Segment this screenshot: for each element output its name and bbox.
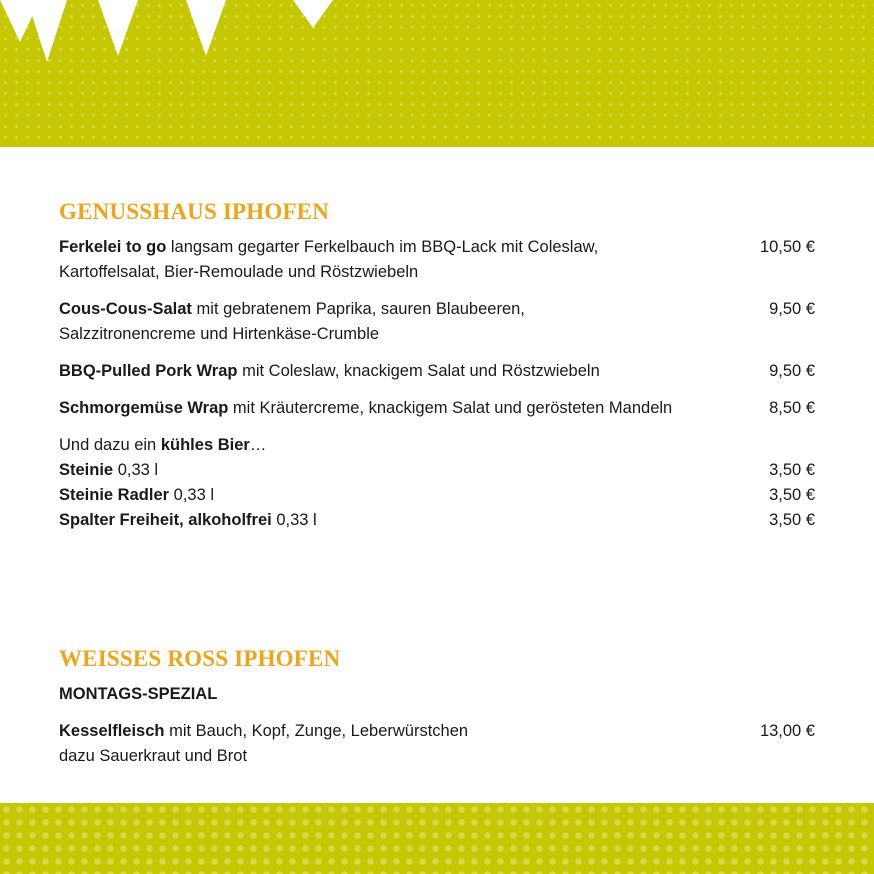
section-title: WEISSES ROSS IPHOFEN (59, 646, 341, 671)
menu-item-description (59, 359, 749, 384)
menu-item-text: mit Coleslaw, knackigem Salat und Röstzwiebeln (242, 362, 600, 380)
beer-item (59, 458, 815, 483)
pennant-decoration (186, 0, 226, 56)
menu-item-text-line2: Kartoffelsalat, Bier-Remoulade und Röstzwiebeln (59, 263, 419, 281)
menu-item (59, 359, 815, 384)
menu-item-text-line2: Salzzitronencreme und Hirtenkäse-Crumble (59, 325, 380, 343)
menu-item-text-line2: dazu Sauerkraut und Brot (59, 747, 248, 765)
menu-item (59, 297, 815, 347)
pennant-decoration (27, 0, 67, 62)
bottom-decorative-banner (0, 803, 874, 874)
beer-intro-prefix: Und dazu ein (59, 436, 157, 454)
menu-item-text: mit Bauch, Kopf, Zunge, Leberwürstchen (169, 722, 469, 740)
top-decorative-banner (0, 0, 874, 147)
beer-description (59, 508, 749, 533)
menu-item-name: Cous-Cous-Salat (59, 300, 192, 318)
menu-item-description (59, 719, 740, 769)
beer-name: Steinie (59, 461, 114, 479)
pennant-decoration (98, 0, 138, 56)
section-title: GENUSSHAUS IPHOFEN (59, 199, 330, 224)
beer-size: 0,33 l (173, 486, 215, 504)
section-weisses-ross (59, 646, 815, 781)
menu-item-price: 8,50 € (769, 399, 815, 417)
menu-item-text: mit gebratenem Paprika, sauren Blaubeeren, (196, 300, 525, 318)
menu-item-description (59, 235, 740, 285)
beer-price: 3,50 € (769, 461, 815, 479)
beer-item (59, 508, 815, 533)
menu-item-name: Ferkelei to go (59, 238, 167, 256)
section-genusshaus (59, 199, 815, 533)
menu-item-description (59, 297, 749, 347)
beer-size: 0,33 l (117, 461, 159, 479)
menu-item (59, 719, 815, 769)
beer-intro (59, 433, 815, 458)
menu-item-name: BBQ-Pulled Pork Wrap (59, 362, 238, 380)
pennant-decoration (293, 0, 333, 28)
menu-item (59, 235, 815, 285)
menu-item-price: 9,50 € (769, 362, 815, 380)
menu-item (59, 396, 815, 421)
beer-name: Steinie Radler (59, 486, 170, 504)
beer-price: 3,50 € (769, 511, 815, 529)
beer-size: 0,33 l (276, 511, 317, 529)
beer-description (59, 483, 749, 508)
beer-description (59, 458, 749, 483)
menu-item-price: 9,50 € (769, 300, 815, 318)
menu-item-text: langsam gegarter Ferkelbauch im BBQ-Lack mit Coleslaw, (170, 238, 599, 256)
beer-item (59, 483, 815, 508)
menu-item-description (59, 396, 749, 421)
beer-price: 3,50 € (769, 486, 815, 504)
beer-intro-suffix: … (249, 436, 267, 454)
beer-intro-bold: kühles Bier (160, 436, 250, 454)
menu-item-text: mit Kräutercreme, knackigem Salat und gerösteten Mandeln (232, 399, 673, 417)
menu-item-price: 13,00 € (759, 722, 815, 740)
menu-item-price: 10,50 € (759, 238, 815, 256)
menu-item-name: Kesselfleisch (59, 722, 165, 740)
beer-name: Spalter Freiheit, alkoholfrei (59, 511, 272, 529)
menu-item-name: Schmorgemüse Wrap (59, 399, 229, 417)
subheading: MONTAGS-SPEZIAL (59, 685, 218, 703)
